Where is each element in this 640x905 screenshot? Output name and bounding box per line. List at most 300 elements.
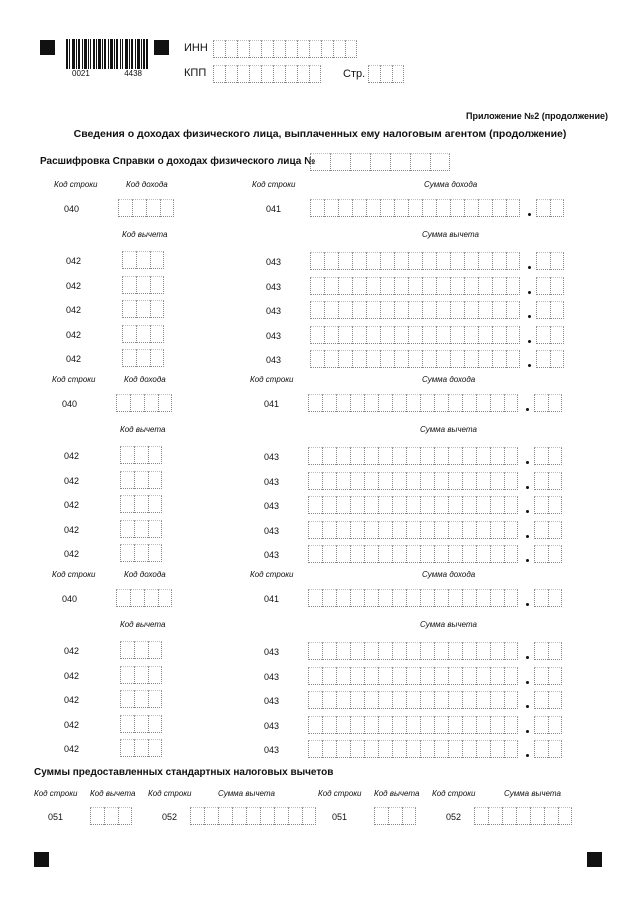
char-cell[interactable]	[422, 252, 436, 270]
char-cell[interactable]	[322, 589, 336, 607]
char-cell[interactable]	[450, 199, 464, 217]
deduction-sum-field-2-4[interactable]	[308, 521, 518, 539]
char-cell[interactable]	[476, 545, 490, 563]
char-cell[interactable]	[322, 545, 336, 563]
char-cell[interactable]	[410, 153, 430, 171]
char-cell[interactable]	[134, 690, 148, 708]
char-cell[interactable]	[338, 277, 352, 295]
char-cell[interactable]	[476, 740, 490, 758]
inn-field[interactable]	[213, 40, 357, 58]
char-cell[interactable]	[534, 447, 548, 465]
deduction-sum-kopecks-field-2-1[interactable]	[534, 447, 562, 465]
char-cell[interactable]	[336, 472, 350, 490]
char-cell[interactable]	[436, 277, 450, 295]
deduction-sum-kopecks-field-2-4[interactable]	[534, 521, 562, 539]
char-cell[interactable]	[530, 807, 544, 825]
char-cell[interactable]	[308, 642, 322, 660]
char-cell[interactable]	[490, 472, 504, 490]
char-cell[interactable]	[548, 447, 562, 465]
char-cell[interactable]	[392, 545, 406, 563]
char-cell[interactable]	[380, 350, 394, 368]
char-cell[interactable]	[406, 716, 420, 734]
char-cell[interactable]	[420, 716, 434, 734]
income-code-field-3[interactable]	[116, 589, 172, 607]
char-cell[interactable]	[406, 447, 420, 465]
char-cell[interactable]	[364, 691, 378, 709]
char-cell[interactable]	[464, 301, 478, 319]
char-cell[interactable]	[490, 740, 504, 758]
income-sum-kopecks-field-2[interactable]	[534, 394, 562, 412]
char-cell[interactable]	[366, 301, 380, 319]
char-cell[interactable]	[364, 496, 378, 514]
char-cell[interactable]	[260, 807, 274, 825]
deduction-code-field-2-4[interactable]	[120, 520, 162, 538]
char-cell[interactable]	[90, 807, 104, 825]
char-cell[interactable]	[322, 521, 336, 539]
char-cell[interactable]	[548, 394, 562, 412]
char-cell[interactable]	[406, 394, 420, 412]
char-cell[interactable]	[122, 276, 136, 294]
char-cell[interactable]	[434, 667, 448, 685]
char-cell[interactable]	[490, 642, 504, 660]
char-cell[interactable]	[350, 589, 364, 607]
char-cell[interactable]	[364, 447, 378, 465]
char-cell[interactable]	[352, 252, 366, 270]
deduction-sum-field-2-3[interactable]	[308, 496, 518, 514]
char-cell[interactable]	[490, 394, 504, 412]
char-cell[interactable]	[308, 521, 322, 539]
char-cell[interactable]	[308, 716, 322, 734]
char-cell[interactable]	[322, 642, 336, 660]
char-cell[interactable]	[394, 326, 408, 344]
char-cell[interactable]	[322, 740, 336, 758]
char-cell[interactable]	[464, 199, 478, 217]
char-cell[interactable]	[548, 716, 562, 734]
char-cell[interactable]	[321, 40, 333, 58]
char-cell[interactable]	[213, 40, 225, 58]
char-cell[interactable]	[120, 446, 134, 464]
char-cell[interactable]	[120, 690, 134, 708]
char-cell[interactable]	[336, 667, 350, 685]
char-cell[interactable]	[310, 326, 324, 344]
char-cell[interactable]	[406, 642, 420, 660]
char-cell[interactable]	[213, 65, 225, 83]
char-cell[interactable]	[534, 496, 548, 514]
char-cell[interactable]	[476, 447, 490, 465]
char-cell[interactable]	[534, 394, 548, 412]
char-cell[interactable]	[536, 277, 550, 295]
deduction-code-field-3-4[interactable]	[120, 715, 162, 733]
char-cell[interactable]	[285, 65, 297, 83]
char-cell[interactable]	[338, 350, 352, 368]
char-cell[interactable]	[148, 641, 162, 659]
char-cell[interactable]	[324, 350, 338, 368]
char-cell[interactable]	[548, 521, 562, 539]
char-cell[interactable]	[492, 199, 506, 217]
char-cell[interactable]	[378, 472, 392, 490]
char-cell[interactable]	[364, 716, 378, 734]
char-cell[interactable]	[392, 521, 406, 539]
deduction-code-field-1-5[interactable]	[122, 349, 164, 367]
char-cell[interactable]	[302, 807, 316, 825]
char-cell[interactable]	[364, 394, 378, 412]
char-cell[interactable]	[464, 277, 478, 295]
char-cell[interactable]	[148, 544, 162, 562]
char-cell[interactable]	[322, 691, 336, 709]
deduction-sum-field-2-1[interactable]	[308, 447, 518, 465]
char-cell[interactable]	[504, 521, 518, 539]
char-cell[interactable]	[420, 521, 434, 539]
income-sum-field-3[interactable]	[308, 589, 518, 607]
char-cell[interactable]	[476, 716, 490, 734]
char-cell[interactable]	[338, 301, 352, 319]
char-cell[interactable]	[374, 807, 388, 825]
char-cell[interactable]	[380, 277, 394, 295]
char-cell[interactable]	[144, 394, 158, 412]
char-cell[interactable]	[116, 394, 130, 412]
char-cell[interactable]	[436, 301, 450, 319]
char-cell[interactable]	[548, 691, 562, 709]
char-cell[interactable]	[394, 277, 408, 295]
deduction-sum-kopecks-field-3-4[interactable]	[534, 716, 562, 734]
char-cell[interactable]	[364, 667, 378, 685]
char-cell[interactable]	[490, 667, 504, 685]
char-cell[interactable]	[506, 252, 520, 270]
char-cell[interactable]	[146, 199, 160, 217]
char-cell[interactable]	[462, 447, 476, 465]
char-cell[interactable]	[462, 716, 476, 734]
char-cell[interactable]	[392, 740, 406, 758]
char-cell[interactable]	[322, 394, 336, 412]
deduction-code-field-3-3[interactable]	[120, 690, 162, 708]
char-cell[interactable]	[352, 350, 366, 368]
char-cell[interactable]	[544, 807, 558, 825]
char-cell[interactable]	[462, 545, 476, 563]
char-cell[interactable]	[420, 691, 434, 709]
char-cell[interactable]	[350, 642, 364, 660]
char-cell[interactable]	[120, 641, 134, 659]
char-cell[interactable]	[144, 589, 158, 607]
char-cell[interactable]	[288, 807, 302, 825]
char-cell[interactable]	[504, 589, 518, 607]
char-cell[interactable]	[390, 153, 410, 171]
char-cell[interactable]	[122, 300, 136, 318]
char-cell[interactable]	[476, 589, 490, 607]
char-cell[interactable]	[504, 545, 518, 563]
char-cell[interactable]	[122, 251, 136, 269]
char-cell[interactable]	[550, 350, 564, 368]
char-cell[interactable]	[310, 199, 324, 217]
deduction-sum-field-1-3[interactable]	[310, 301, 520, 319]
char-cell[interactable]	[448, 716, 462, 734]
char-cell[interactable]	[120, 739, 134, 757]
char-cell[interactable]	[309, 40, 321, 58]
deduction-sum-field-3-1[interactable]	[308, 642, 518, 660]
income-sum-field-2[interactable]	[308, 394, 518, 412]
char-cell[interactable]	[536, 326, 550, 344]
char-cell[interactable]	[392, 589, 406, 607]
char-cell[interactable]	[148, 471, 162, 489]
char-cell[interactable]	[490, 589, 504, 607]
char-cell[interactable]	[148, 520, 162, 538]
char-cell[interactable]	[450, 277, 464, 295]
char-cell[interactable]	[364, 521, 378, 539]
char-cell[interactable]	[333, 40, 345, 58]
char-cell[interactable]	[448, 521, 462, 539]
char-cell[interactable]	[534, 642, 548, 660]
char-cell[interactable]	[420, 642, 434, 660]
char-cell[interactable]	[504, 691, 518, 709]
char-cell[interactable]	[380, 65, 392, 83]
char-cell[interactable]	[464, 326, 478, 344]
char-cell[interactable]	[536, 199, 550, 217]
char-cell[interactable]	[434, 394, 448, 412]
char-cell[interactable]	[160, 199, 174, 217]
char-cell[interactable]	[122, 325, 136, 343]
income-sum-kopecks-field-1[interactable]	[536, 199, 564, 217]
char-cell[interactable]	[366, 326, 380, 344]
char-cell[interactable]	[273, 65, 285, 83]
deduction-sum-kopecks-field-1-2[interactable]	[536, 277, 564, 295]
char-cell[interactable]	[310, 252, 324, 270]
char-cell[interactable]	[336, 716, 350, 734]
char-cell[interactable]	[122, 349, 136, 367]
char-cell[interactable]	[450, 350, 464, 368]
char-cell[interactable]	[336, 691, 350, 709]
char-cell[interactable]	[158, 394, 172, 412]
char-cell[interactable]	[350, 472, 364, 490]
char-cell[interactable]	[406, 667, 420, 685]
char-cell[interactable]	[536, 350, 550, 368]
char-cell[interactable]	[120, 544, 134, 562]
char-cell[interactable]	[120, 471, 134, 489]
char-cell[interactable]	[548, 667, 562, 685]
char-cell[interactable]	[474, 807, 488, 825]
char-cell[interactable]	[322, 716, 336, 734]
char-cell[interactable]	[490, 496, 504, 514]
char-cell[interactable]	[506, 199, 520, 217]
char-cell[interactable]	[464, 350, 478, 368]
char-cell[interactable]	[158, 589, 172, 607]
deduction-sum-kopecks-field-3-5[interactable]	[534, 740, 562, 758]
char-cell[interactable]	[534, 472, 548, 490]
char-cell[interactable]	[392, 642, 406, 660]
char-cell[interactable]	[136, 349, 150, 367]
char-cell[interactable]	[534, 716, 548, 734]
deduction-sum-field-3-2[interactable]	[308, 667, 518, 685]
char-cell[interactable]	[434, 447, 448, 465]
char-cell[interactable]	[134, 715, 148, 733]
page-number-field[interactable]	[368, 65, 404, 83]
char-cell[interactable]	[504, 642, 518, 660]
char-cell[interactable]	[550, 301, 564, 319]
char-cell[interactable]	[478, 301, 492, 319]
char-cell[interactable]	[350, 740, 364, 758]
char-cell[interactable]	[392, 394, 406, 412]
char-cell[interactable]	[548, 545, 562, 563]
char-cell[interactable]	[378, 716, 392, 734]
char-cell[interactable]	[134, 495, 148, 513]
char-cell[interactable]	[336, 642, 350, 660]
char-cell[interactable]	[285, 40, 297, 58]
char-cell[interactable]	[308, 545, 322, 563]
char-cell[interactable]	[394, 199, 408, 217]
char-cell[interactable]	[516, 807, 530, 825]
char-cell[interactable]	[366, 350, 380, 368]
char-cell[interactable]	[364, 472, 378, 490]
char-cell[interactable]	[434, 545, 448, 563]
char-cell[interactable]	[392, 496, 406, 514]
char-cell[interactable]	[420, 667, 434, 685]
char-cell[interactable]	[249, 65, 261, 83]
char-cell[interactable]	[225, 40, 237, 58]
char-cell[interactable]	[422, 326, 436, 344]
char-cell[interactable]	[406, 691, 420, 709]
char-cell[interactable]	[462, 521, 476, 539]
char-cell[interactable]	[448, 642, 462, 660]
char-cell[interactable]	[478, 277, 492, 295]
char-cell[interactable]	[338, 326, 352, 344]
char-cell[interactable]	[364, 740, 378, 758]
char-cell[interactable]	[462, 691, 476, 709]
char-cell[interactable]	[308, 691, 322, 709]
char-cell[interactable]	[492, 277, 506, 295]
char-cell[interactable]	[350, 716, 364, 734]
char-cell[interactable]	[388, 807, 402, 825]
char-cell[interactable]	[408, 301, 422, 319]
char-cell[interactable]	[448, 394, 462, 412]
char-cell[interactable]	[338, 252, 352, 270]
char-cell[interactable]	[352, 277, 366, 295]
deduction-code-field-1-2[interactable]	[122, 276, 164, 294]
deduction-sum-field-1-1[interactable]	[310, 252, 520, 270]
char-cell[interactable]	[448, 667, 462, 685]
char-cell[interactable]	[324, 252, 338, 270]
char-cell[interactable]	[310, 277, 324, 295]
char-cell[interactable]	[378, 496, 392, 514]
char-cell[interactable]	[338, 199, 352, 217]
char-cell[interactable]	[378, 740, 392, 758]
char-cell[interactable]	[420, 740, 434, 758]
char-cell[interactable]	[504, 394, 518, 412]
char-cell[interactable]	[548, 740, 562, 758]
deduction-code-field-2-2[interactable]	[120, 471, 162, 489]
char-cell[interactable]	[378, 642, 392, 660]
char-cell[interactable]	[420, 394, 434, 412]
char-cell[interactable]	[534, 521, 548, 539]
char-cell[interactable]	[506, 326, 520, 344]
char-cell[interactable]	[336, 589, 350, 607]
char-cell[interactable]	[448, 589, 462, 607]
char-cell[interactable]	[504, 472, 518, 490]
char-cell[interactable]	[406, 545, 420, 563]
char-cell[interactable]	[534, 667, 548, 685]
deduction-code-field-2-3[interactable]	[120, 495, 162, 513]
deduction-sum-field-3-5[interactable]	[308, 740, 518, 758]
char-cell[interactable]	[448, 545, 462, 563]
char-cell[interactable]	[434, 740, 448, 758]
char-cell[interactable]	[324, 326, 338, 344]
char-cell[interactable]	[492, 326, 506, 344]
char-cell[interactable]	[420, 472, 434, 490]
deduction-sum-field-1-4[interactable]	[310, 326, 520, 344]
char-cell[interactable]	[148, 666, 162, 684]
deduction-sum-kopecks-field-3-2[interactable]	[534, 667, 562, 685]
char-cell[interactable]	[364, 545, 378, 563]
char-cell[interactable]	[118, 807, 132, 825]
char-cell[interactable]	[350, 153, 370, 171]
char-cell[interactable]	[132, 199, 146, 217]
char-cell[interactable]	[350, 691, 364, 709]
char-cell[interactable]	[476, 691, 490, 709]
char-cell[interactable]	[406, 740, 420, 758]
char-cell[interactable]	[134, 666, 148, 684]
char-cell[interactable]	[392, 447, 406, 465]
char-cell[interactable]	[246, 807, 260, 825]
char-cell[interactable]	[478, 252, 492, 270]
char-cell[interactable]	[120, 666, 134, 684]
deduction-code-field-2-1[interactable]	[120, 446, 162, 464]
deduction-sum-kopecks-field-3-3[interactable]	[534, 691, 562, 709]
char-cell[interactable]	[392, 716, 406, 734]
char-cell[interactable]	[450, 252, 464, 270]
char-cell[interactable]	[434, 472, 448, 490]
char-cell[interactable]	[366, 277, 380, 295]
char-cell[interactable]	[350, 545, 364, 563]
char-cell[interactable]	[450, 301, 464, 319]
char-cell[interactable]	[136, 276, 150, 294]
char-cell[interactable]	[261, 40, 273, 58]
char-cell[interactable]	[534, 740, 548, 758]
char-cell[interactable]	[150, 251, 164, 269]
char-cell[interactable]	[430, 153, 450, 171]
char-cell[interactable]	[506, 277, 520, 295]
char-cell[interactable]	[504, 447, 518, 465]
char-cell[interactable]	[422, 350, 436, 368]
char-cell[interactable]	[422, 301, 436, 319]
char-cell[interactable]	[150, 276, 164, 294]
deduction-sum-kopecks-field-2-2[interactable]	[534, 472, 562, 490]
char-cell[interactable]	[406, 589, 420, 607]
char-cell[interactable]	[394, 350, 408, 368]
char-cell[interactable]	[308, 496, 322, 514]
char-cell[interactable]	[464, 252, 478, 270]
char-cell[interactable]	[130, 589, 144, 607]
char-cell[interactable]	[237, 65, 249, 83]
char-cell[interactable]	[476, 472, 490, 490]
char-cell[interactable]	[310, 350, 324, 368]
char-cell[interactable]	[134, 446, 148, 464]
char-cell[interactable]	[336, 545, 350, 563]
deduction-sum-field-3-4[interactable]	[308, 716, 518, 734]
char-cell[interactable]	[308, 394, 322, 412]
char-cell[interactable]	[434, 691, 448, 709]
char-cell[interactable]	[462, 394, 476, 412]
char-cell[interactable]	[237, 40, 249, 58]
char-cell[interactable]	[478, 326, 492, 344]
char-cell[interactable]	[366, 252, 380, 270]
char-cell[interactable]	[476, 394, 490, 412]
char-cell[interactable]	[130, 394, 144, 412]
char-cell[interactable]	[120, 520, 134, 538]
char-cell[interactable]	[492, 350, 506, 368]
income-sum-kopecks-field-3[interactable]	[534, 589, 562, 607]
char-cell[interactable]	[476, 642, 490, 660]
deduction-code-field-1-3[interactable]	[122, 300, 164, 318]
char-cell[interactable]	[476, 667, 490, 685]
char-cell[interactable]	[150, 349, 164, 367]
char-cell[interactable]	[550, 252, 564, 270]
